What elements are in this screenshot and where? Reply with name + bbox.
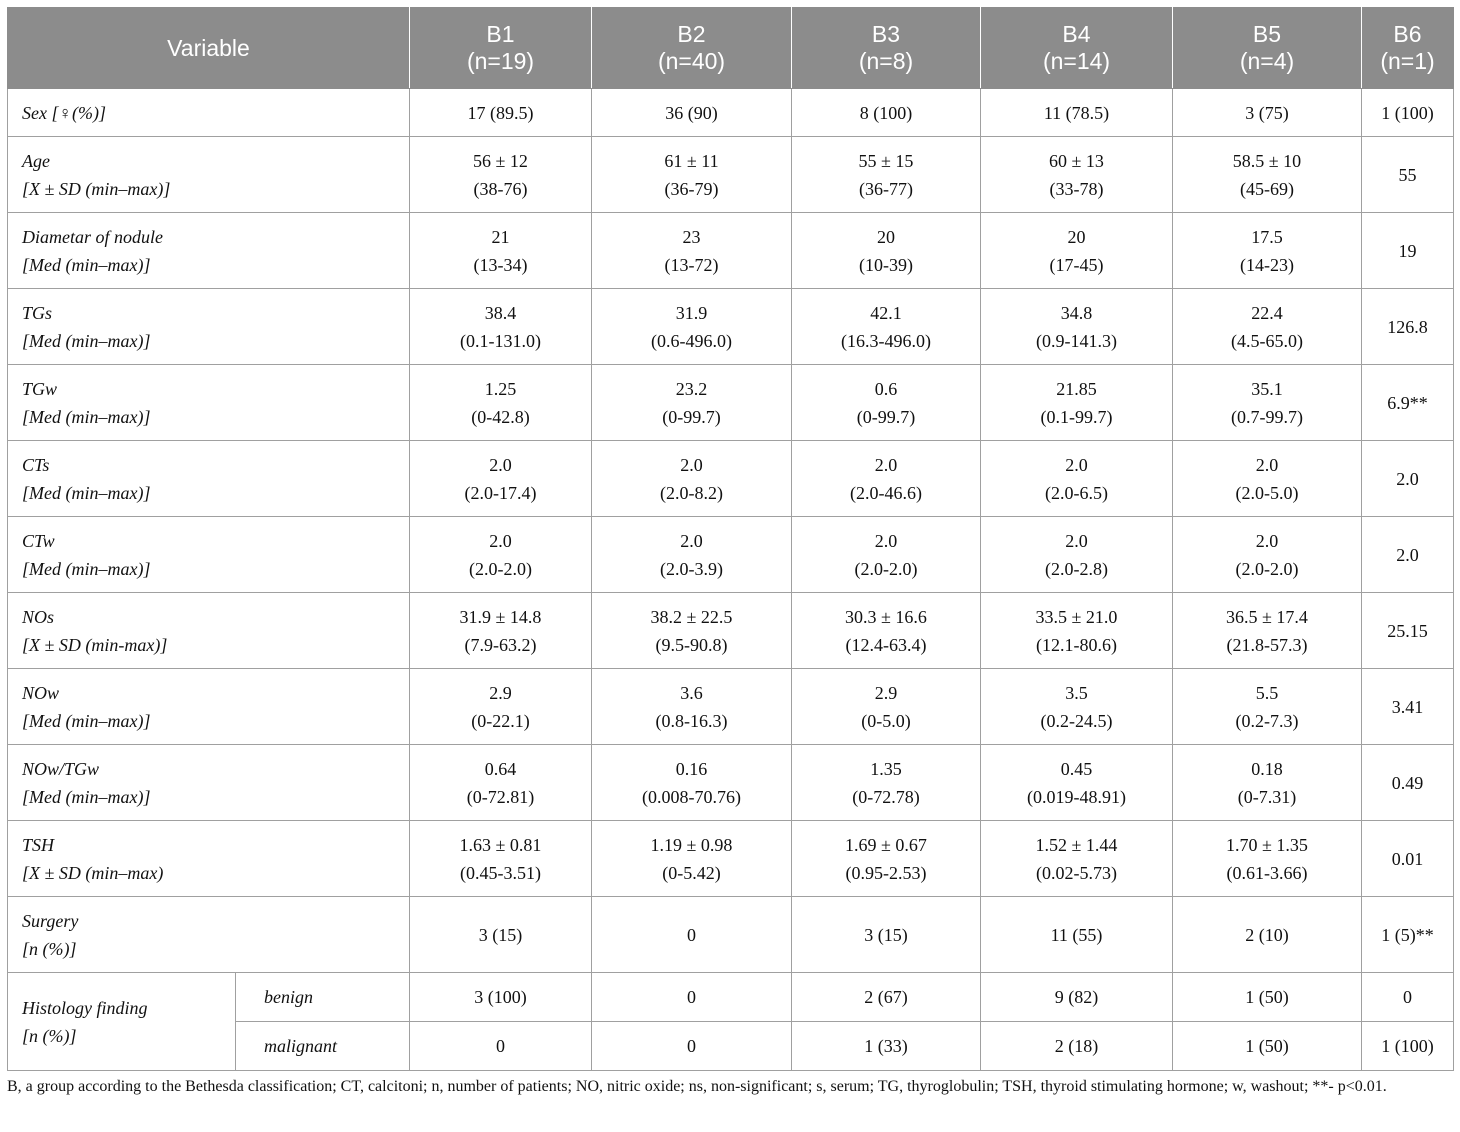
table-row (8, 213, 1454, 289)
table-cell: 2.0 (2.0-2.8) (981, 517, 1173, 593)
table-row (8, 593, 1454, 669)
table-cell: 20 (17-45) (981, 213, 1173, 289)
histology-label: Histology finding [n (%)] (8, 973, 236, 1071)
table-cell: 17 (89.5) (410, 89, 592, 137)
table-cell: 22.4 (4.5-65.0) (1173, 289, 1362, 365)
table-cell: 1 (33) (792, 1022, 981, 1071)
histology-sublabel-malignant: malignant (236, 1022, 410, 1071)
table-cell: 11 (55) (981, 897, 1173, 973)
table-cell: 0.64 (0-72.81) (410, 745, 592, 821)
table-cell: 8 (100) (792, 89, 981, 137)
table-cell: 58.5 ± 10 (45-69) (1173, 137, 1362, 213)
table-row (8, 669, 1454, 745)
table-cell: 1 (5)** (1362, 897, 1454, 973)
table-cell: 1.35 (0-72.78) (792, 745, 981, 821)
table-cell: 0.18 (0-7.31) (1173, 745, 1362, 821)
table-cell: 38.4 (0.1-131.0) (410, 289, 592, 365)
table-row (8, 517, 1454, 593)
table-row (8, 441, 1454, 517)
table-cell: 33.5 ± 21.0 (12.1-80.6) (981, 593, 1173, 669)
histology-row-benign (8, 973, 1454, 1022)
header-group: B6 (n=1) (1362, 8, 1454, 89)
header-variable: Variable (8, 8, 410, 89)
row-label: NOs [X ± SD (min-max)] (8, 593, 410, 669)
table-cell: 1.52 ± 1.44 (0.02-5.73) (981, 821, 1173, 897)
table-cell: 38.2 ± 22.5 (9.5-90.8) (592, 593, 792, 669)
row-label: TGs [Med (min–max)] (8, 289, 410, 365)
table-cell: 3.5 (0.2-24.5) (981, 669, 1173, 745)
row-label: Age [X ± SD (min–max)] (8, 137, 410, 213)
histology-sublabel-benign: benign (236, 973, 410, 1022)
table-cell: 55 (1362, 137, 1454, 213)
table-cell: 3 (75) (1173, 89, 1362, 137)
table-cell: 17.5 (14-23) (1173, 213, 1362, 289)
table-row (8, 821, 1454, 897)
table-cell: 6.9** (1362, 365, 1454, 441)
table-cell: 19 (1362, 213, 1454, 289)
table-cell: 56 ± 12 (38-76) (410, 137, 592, 213)
table-cell: 34.8 (0.9-141.3) (981, 289, 1173, 365)
table-cell: 0.01 (1362, 821, 1454, 897)
row-label: Surgery [n (%)] (8, 897, 410, 973)
table-cell: 2.0 (1362, 517, 1454, 593)
table-cell: 42.1 (16.3-496.0) (792, 289, 981, 365)
table-cell: 23.2 (0-99.7) (592, 365, 792, 441)
header-group: B4 (n=14) (981, 8, 1173, 89)
table-cell: 2.0 (2.0-6.5) (981, 441, 1173, 517)
row-label: CTs [Med (min–max)] (8, 441, 410, 517)
table-cell: 1 (100) (1362, 1022, 1454, 1071)
table-cell: 1.25 (0-42.8) (410, 365, 592, 441)
table-cell: 60 ± 13 (33-78) (981, 137, 1173, 213)
header-group: B1 (n=19) (410, 8, 592, 89)
header-group: B3 (n=8) (792, 8, 981, 89)
table-row (8, 745, 1454, 821)
row-label: Diametar of nodule [Med (min–max)] (8, 213, 410, 289)
table-cell: 0.6 (0-99.7) (792, 365, 981, 441)
row-label: Sex [♀(%)] (8, 89, 410, 137)
table-cell: 0.49 (1362, 745, 1454, 821)
table-cell: 3 (15) (792, 897, 981, 973)
table-cell: 1.69 ± 0.67 (0.95-2.53) (792, 821, 981, 897)
table-cell: 126.8 (1362, 289, 1454, 365)
header-row (8, 8, 1454, 89)
table-cell: 3.6 (0.8-16.3) (592, 669, 792, 745)
table-cell: 2.0 (1362, 441, 1454, 517)
table-cell: 20 (10-39) (792, 213, 981, 289)
table-cell: 2.0 (2.0-2.0) (792, 517, 981, 593)
table-row (8, 289, 1454, 365)
table-cell: 2 (10) (1173, 897, 1362, 973)
table-row (8, 89, 1454, 137)
table-cell: 2 (18) (981, 1022, 1173, 1071)
table-footnote: B, a group according to the Bethesda classification; CT, calcitoni; n, number of patients; NO, nitric oxide; ns, non-significant; s, serum; TG, thyroglobulin; TSH, thyroid stimulating hormone; w, washout; **- p<0.01. (7, 1078, 1387, 1095)
row-label: NOw [Med (min–max)] (8, 669, 410, 745)
table-cell: 2.0 (2.0-2.0) (410, 517, 592, 593)
table-cell: 0 (1362, 973, 1454, 1022)
results-table (7, 7, 1454, 1071)
table-cell: 31.9 (0.6-496.0) (592, 289, 792, 365)
table-cell: 30.3 ± 16.6 (12.4-63.4) (792, 593, 981, 669)
table-cell: 2.0 (2.0-2.0) (1173, 517, 1362, 593)
table-cell: 0.16 (0.008-70.76) (592, 745, 792, 821)
table-cell: 2.0 (2.0-46.6) (792, 441, 981, 517)
table-cell: 23 (13-72) (592, 213, 792, 289)
table-row (8, 897, 1454, 973)
row-label: CTw [Med (min–max)] (8, 517, 410, 593)
row-label: TGw [Med (min–max)] (8, 365, 410, 441)
table-cell: 36 (90) (592, 89, 792, 137)
table-cell: 31.9 ± 14.8 (7.9-63.2) (410, 593, 592, 669)
table-cell: 21.85 (0.1-99.7) (981, 365, 1173, 441)
table-cell: 3 (100) (410, 973, 592, 1022)
table-cell: 1.19 ± 0.98 (0-5.42) (592, 821, 792, 897)
table-cell: 11 (78.5) (981, 89, 1173, 137)
table-cell: 1.63 ± 0.81 (0.45-3.51) (410, 821, 592, 897)
table-cell: 25.15 (1362, 593, 1454, 669)
table-cell: 2.9 (0-22.1) (410, 669, 592, 745)
table-cell: 1.70 ± 1.35 (0.61-3.66) (1173, 821, 1362, 897)
table-cell: 5.5 (0.2-7.3) (1173, 669, 1362, 745)
table-cell: 1 (100) (1362, 89, 1454, 137)
table-cell: 36.5 ± 17.4 (21.8-57.3) (1173, 593, 1362, 669)
table-cell: 61 ± 11 (36-79) (592, 137, 792, 213)
table-cell: 2 (67) (792, 973, 981, 1022)
table-row (8, 137, 1454, 213)
table-cell: 1 (50) (1173, 973, 1362, 1022)
table-cell: 2.9 (0-5.0) (792, 669, 981, 745)
table-cell: 2.0 (2.0-3.9) (592, 517, 792, 593)
table-cell: 0 (592, 897, 792, 973)
table-cell: 0 (592, 973, 792, 1022)
table-cell: 1 (50) (1173, 1022, 1362, 1071)
header-group: B2 (n=40) (592, 8, 792, 89)
table-row (8, 365, 1454, 441)
table-cell: 35.1 (0.7-99.7) (1173, 365, 1362, 441)
table-cell: 9 (82) (981, 973, 1173, 1022)
table-cell: 2.0 (2.0-17.4) (410, 441, 592, 517)
table-cell: 21 (13-34) (410, 213, 592, 289)
row-label: TSH [X ± SD (min–max) (8, 821, 410, 897)
table-cell: 3.41 (1362, 669, 1454, 745)
table-cell: 0 (410, 1022, 592, 1071)
table-cell: 0 (592, 1022, 792, 1071)
table-cell: 2.0 (2.0-8.2) (592, 441, 792, 517)
table-cell: 3 (15) (410, 897, 592, 973)
table-cell: 2.0 (2.0-5.0) (1173, 441, 1362, 517)
header-group: B5 (n=4) (1173, 8, 1362, 89)
row-label: NOw/TGw [Med (min–max)] (8, 745, 410, 821)
table-cell: 55 ± 15 (36-77) (792, 137, 981, 213)
table-cell: 0.45 (0.019-48.91) (981, 745, 1173, 821)
